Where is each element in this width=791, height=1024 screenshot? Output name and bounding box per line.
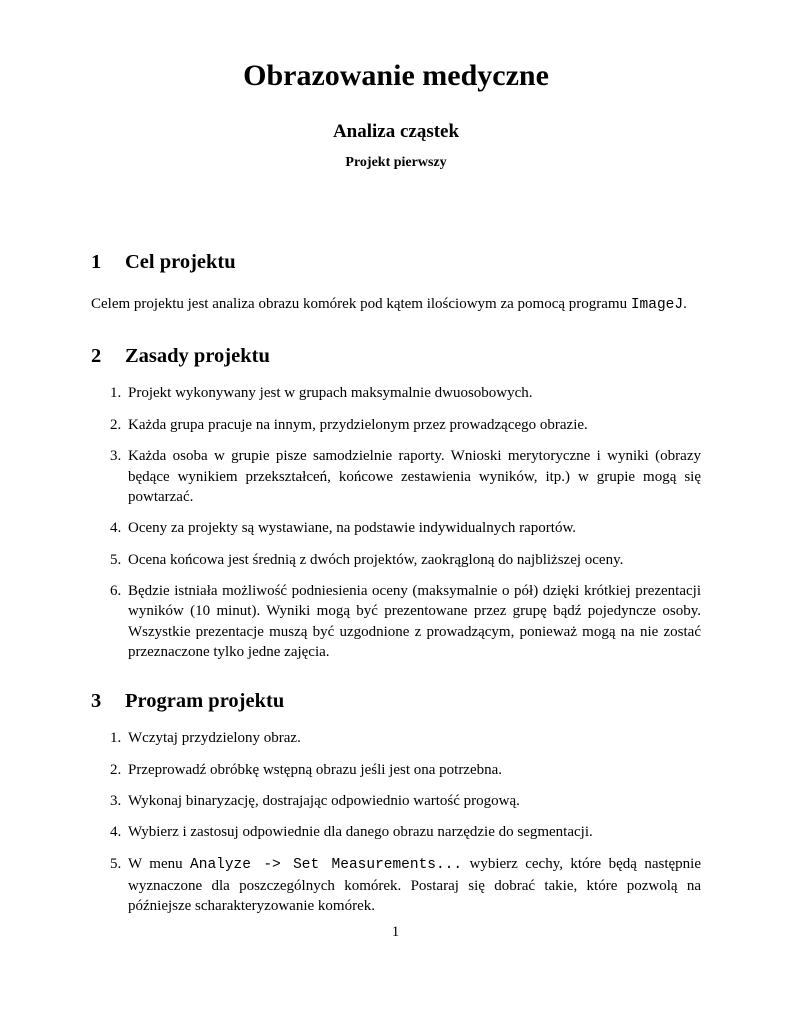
section-heading [91,344,701,369]
paragraph-text: Celem projektu jest analiza obrazu komórek pod kątem ilościowym za pomocą programu [91,296,631,313]
list-item [110,822,701,842]
inline-code: Analyze -> Set Measurements... [190,856,463,873]
item-marker: 1. [110,730,122,747]
list-item [110,518,701,538]
document-subtitle: Analiza cząstek [332,120,460,142]
item-text: Projekt wykonywany jest w grupach maksymalnie dwuosobowych. [128,385,533,402]
item-marker: 1. [110,385,122,402]
item-text: Oceny za projekty są wystawiane, na podstawie indywidualnych raportów. [128,520,577,537]
page-number: 1 [391,924,400,940]
item-text: Wykonaj binaryzację, dostrajając odpowiednio wartość progową. [128,793,520,810]
item-text: Wybierz i zastosuj odpowiednie dla danego obrazu narzędzie do segmentacji. [128,824,593,841]
section-title: Cel projektu [125,251,236,274]
numbered-list [91,383,701,662]
item-marker: 2. [110,416,122,433]
item-text-segment: wybierz cechy, które będą następnie wyznaczone dla poszczególnych komórek. Postaraj się dobrać takie, które pozwolą na późniejsze scharakteryzowanie komórek. [128,855,702,914]
item-marker: 4. [110,520,122,537]
document-title: Obrazowanie medyczne [243,59,549,92]
document-subsubtitle: Projekt pierwszy [345,155,447,171]
list-item [110,446,701,507]
item-marker: 2. [110,761,122,778]
list-item [110,728,701,748]
item-marker: 3. [110,793,122,810]
section-zasady-projektu [91,344,701,663]
item-marker: 3. [110,448,122,465]
paragraph-text: . [683,296,687,313]
section-title: Program projektu [125,689,285,712]
section-number: 2 [91,344,102,367]
item-marker: 5. [110,855,122,872]
section-cel-projektu [91,250,701,315]
list-item [110,581,701,663]
section-number: 3 [91,689,102,712]
item-text: Przeprowadź obróbkę wstępną obrazu jeśli jest ona potrzebna. [128,761,503,778]
list-item [110,791,701,811]
item-text: Każda grupa pracuje na innym, przydzielonym przez prowadzącego obrazie. [128,416,588,433]
numbered-list [91,728,701,916]
item-text-segment: W menu [128,855,191,872]
inline-code: ImageJ [630,297,684,314]
item-text: Wczytaj przydzielony obraz. [128,730,301,747]
section-program-projektu [91,689,701,917]
item-text: Będzie istniała możliwość podniesienia oceny (maksymalnie o pół) dzięki krótkiej prezentacji wyników (10 minut). Wyniki mogą być prezentowane przez grupę bądź pojedyncze osoby. Wszystkie prezentacje muszą być uzgodnione z prowadzącym, ponieważ mogą na nie zostać przeznaczone tylko jedne zajęcia. [128,583,701,661]
item-marker: 6. [110,583,122,600]
section-title: Zasady projektu [125,344,270,367]
paragraph [91,294,701,316]
list-item [110,383,701,403]
list-item [110,550,701,570]
item-marker: 5. [110,551,122,568]
section-heading [91,689,701,714]
item-text: Każda osoba w grupie pisze samodzielnie raporty. Wnioski merytoryczne i wyniki (obrazy będące wynikiem przekształceń, końcowe zestawienia wyników, itp.) w grupie mogą się powtarzać. [128,448,701,505]
list-item [110,854,701,917]
item-text: Ocena końcowa jest średnią z dwóch projektów, zaokrągloną do najbliższej oceny. [128,551,624,568]
list-item [110,760,701,780]
list-item [110,415,701,435]
section-number: 1 [91,251,102,274]
item-text [128,854,701,917]
section-heading [91,250,701,275]
item-marker: 4. [110,824,122,841]
